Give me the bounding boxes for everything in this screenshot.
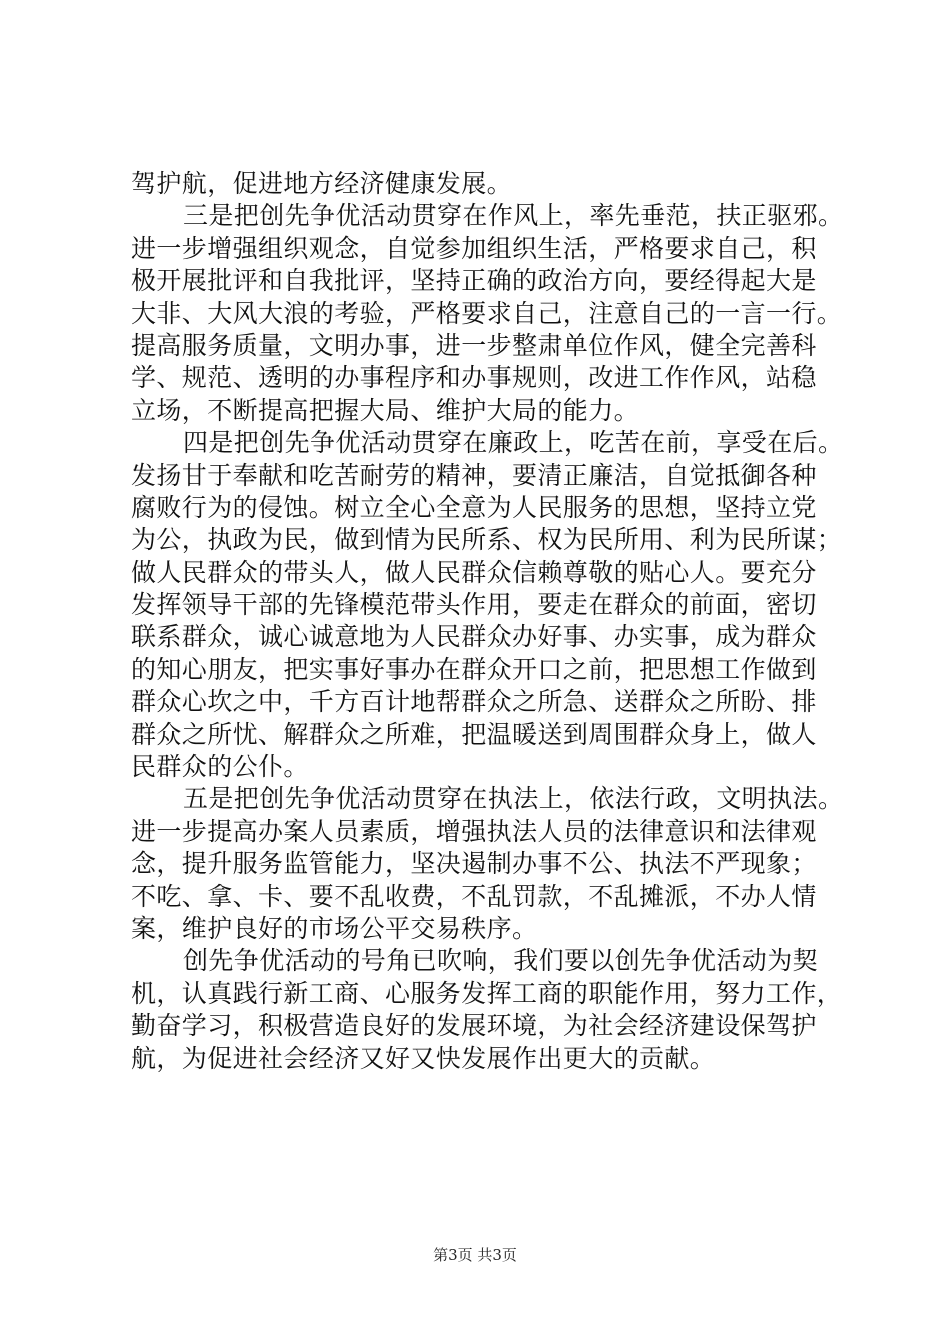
text-line: 大非、大风大浪的考验，严格要求自己，注意自己的一言一行。 (131, 298, 843, 328)
text-line: 提高服务质量，文明办事，进一步整肃单位作风，健全完善科 (131, 330, 817, 360)
text-line: 发扬甘于奉献和吃苦耐劳的精神，要清正廉洁，自觉抵御各种 (131, 460, 817, 490)
text-line: 群众之所忧、解群众之所难，把温暖送到周围群众身上，做人 (131, 719, 817, 749)
text-line: 四是把创先争优活动贯穿在廉政上，吃苦在前，享受在后。 (183, 428, 844, 458)
text-line: 群众心坎之中，千方百计地帮群众之所急、送群众之所盼、排 (131, 687, 817, 717)
text-line: 立场，不断提高把握大局、维护大局的能力。 (131, 395, 640, 425)
text-line: 的知心朋友，把实事好事办在群众开口之前，把思想工作做到 (131, 654, 817, 684)
text-line: 念，提升服务监管能力，坚决遏制办事不公、执法不严现象； (131, 849, 817, 879)
text-line: 不吃、拿、卡、要不乱收费，不乱罚款，不乱摊派，不办人情 (131, 881, 817, 911)
page-footer (0, 1244, 950, 1265)
text-line: 进一步提高办案人员素质，增强执法人员的法律意识和法律观 (131, 816, 817, 846)
text-line: 极开展批评和自我批评，坚持正确的政治方向，要经得起大是 (131, 266, 817, 296)
document-body (131, 168, 849, 1075)
text-line: 驾护航，促进地方经济健康发展。 (131, 169, 513, 198)
text-line: 民群众的公仆。 (131, 752, 309, 782)
text-line: 案，维护良好的市场公平交易秩序。 (131, 913, 538, 943)
text-line: 创先争优活动的号角已吹响，我们要以创先争优活动为契 (183, 946, 819, 976)
text-line: 做人民群众的带头人，做人民群众信赖尊敬的贴心人。要充分 (131, 557, 817, 587)
text-line: 机，认真践行新工商、心服务发挥工商的职能作用，努力工作， (131, 978, 843, 1008)
text-line: 三是把创先争优活动贯穿在作风上，率先垂范，扶正驱邪。 (183, 201, 844, 231)
text-line: 联系群众，诚心诚意地为人民群众办好事、办实事，成为群众 (131, 622, 817, 652)
text-line: 为公，执政为民，做到情为民所系、权为民所用、利为民所谋； (131, 525, 843, 555)
text-line: 航，为促进社会经济又好又快发展作出更大的贡献。 (131, 1043, 716, 1073)
page-number-label: 第3页 共3页 (433, 1246, 517, 1264)
text-line: 发挥领导干部的先锋模范带头作用，要走在群众的前面，密切 (131, 590, 817, 620)
text-line: 勤奋学习，积极营造良好的发展环境，为社会经济建设保驾护 (131, 1011, 817, 1041)
text-line: 五是把创先争优活动贯穿在执法上，依法行政，文明执法。 (183, 784, 844, 814)
text-line: 进一步增强组织观念，自觉参加组织生活，严格要求自己，积 (131, 233, 817, 263)
text-line: 学、规范、透明的办事程序和办事规则，改进工作作风，站稳 (131, 363, 817, 393)
text-line: 腐败行为的侵蚀。树立全心全意为人民服务的思想，坚持立党 (131, 492, 817, 522)
